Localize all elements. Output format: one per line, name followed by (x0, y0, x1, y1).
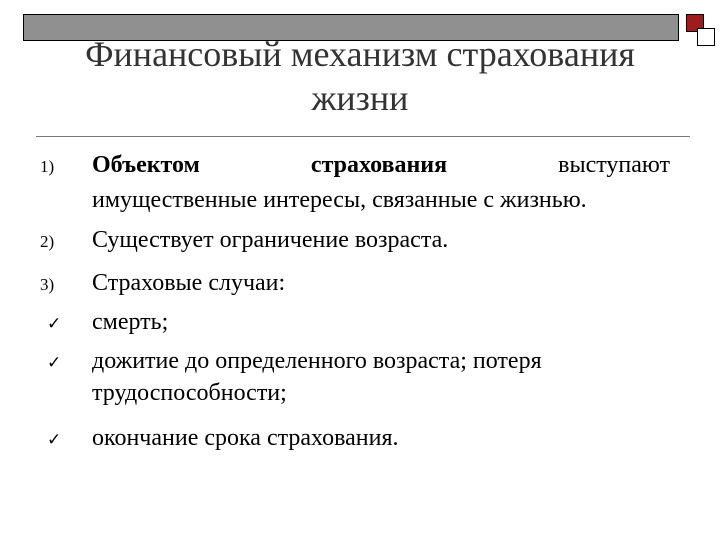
slide-title (30, 32, 690, 120)
list-item-5-line-2: трудоспособности; (92, 380, 287, 406)
list-item-3: Страховые случаи: (92, 270, 286, 296)
check-icon: ✓ (47, 314, 62, 334)
list-marker-2: 2) (40, 232, 55, 251)
list-item-4: смерть; (92, 309, 169, 335)
check-icon: ✓ (47, 353, 62, 373)
emphasis-object: Объектом (92, 152, 200, 178)
list-marker-1: 1) (40, 157, 55, 176)
title-line-1: Финансовый механизм страхования (85, 34, 635, 74)
word-act: выступают (558, 152, 670, 178)
title-divider (36, 136, 690, 137)
list-item-2: Существует ограничение возраста. (92, 227, 449, 253)
list-item-1-line-2: имущественные интересы, связанные с жизнью. (92, 187, 587, 213)
list-item-6: окончание срока страхования. (92, 425, 399, 451)
list-item-1-line-1 (92, 150, 670, 180)
emphasis-insurance: страхования (310, 152, 448, 178)
list-marker-3: 3) (40, 275, 55, 294)
title-line-2: жизни (311, 78, 409, 118)
decor-square-white (697, 28, 715, 46)
check-icon: ✓ (47, 430, 62, 450)
list-item-5-line-1: дожитие до определенного возраста; потеря (92, 348, 542, 374)
